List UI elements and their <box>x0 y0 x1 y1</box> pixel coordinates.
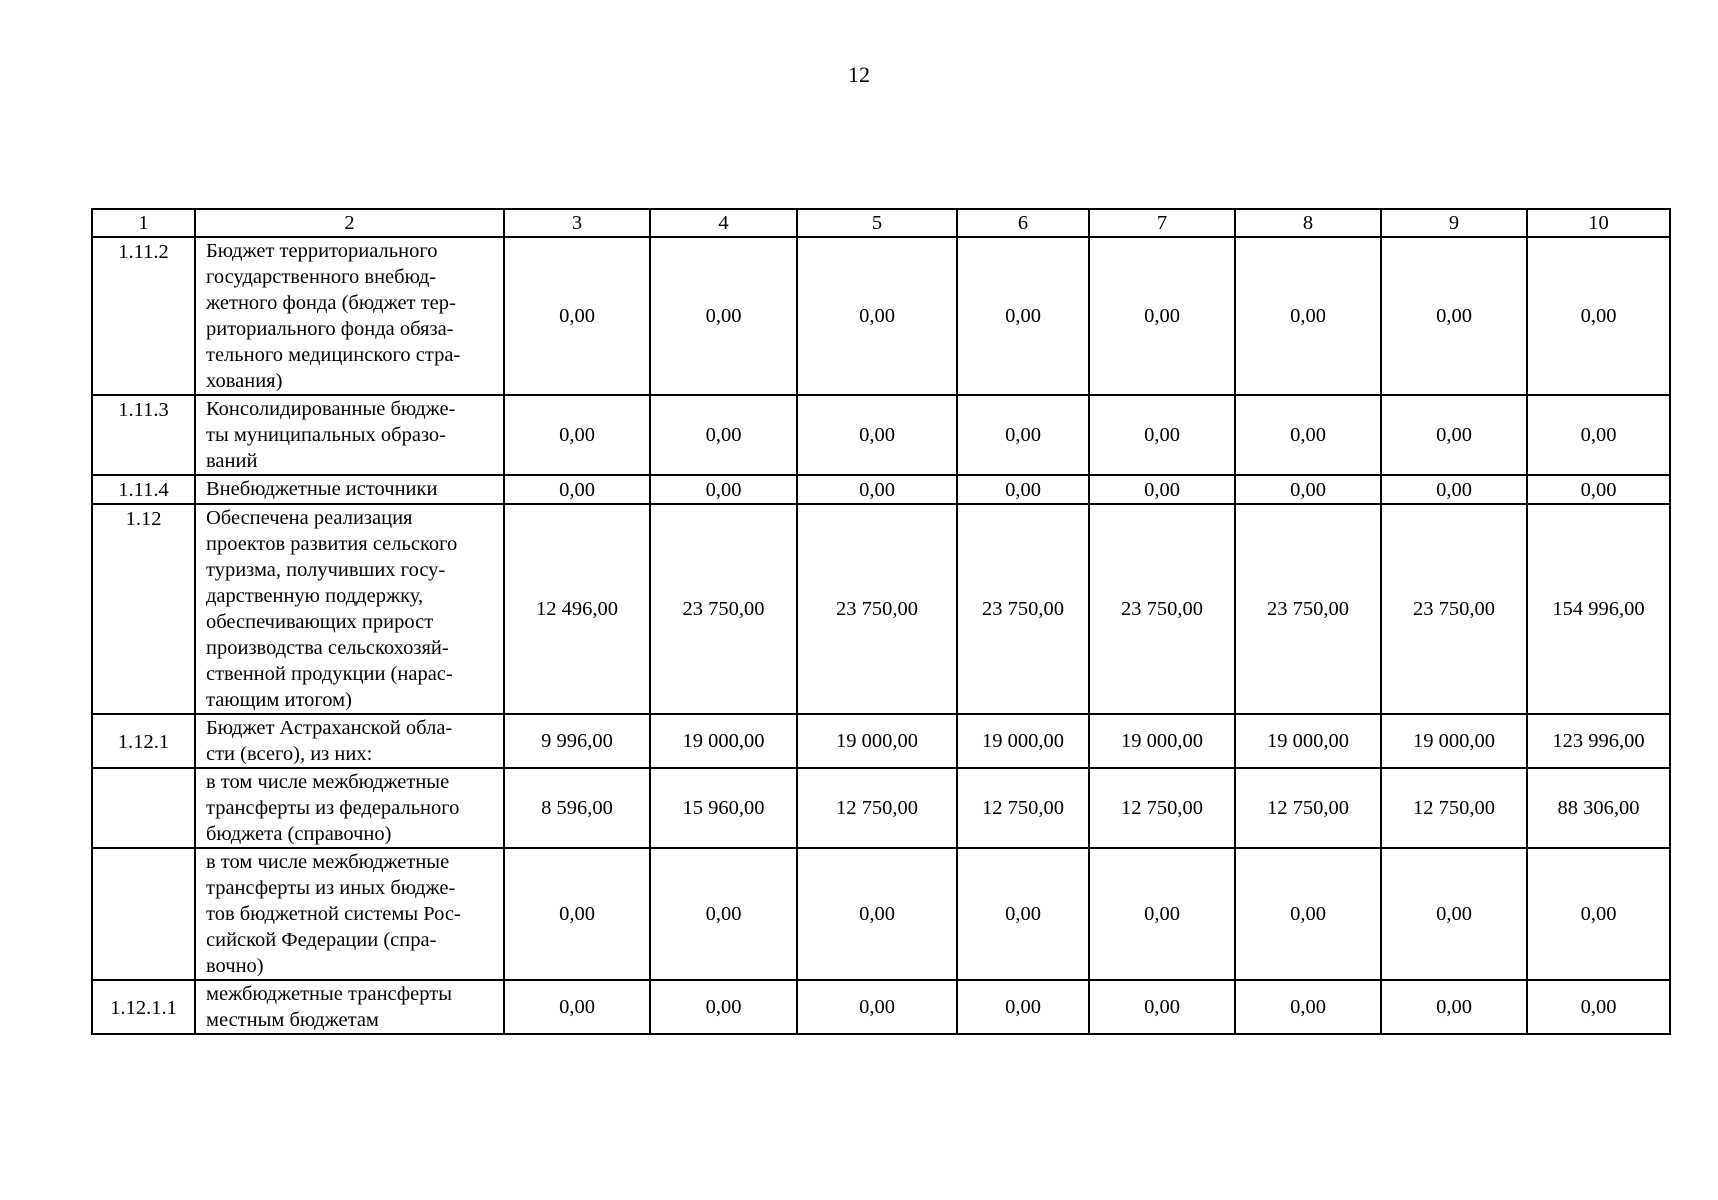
column-header: 7 <box>1089 209 1235 237</box>
value-cell: 123 996,00 <box>1527 714 1670 768</box>
value-cell: 0,00 <box>1527 475 1670 504</box>
row-name-line: бюджета (справочно) <box>206 823 392 845</box>
value-cell: 0,00 <box>504 237 650 395</box>
header-row <box>92 209 1670 237</box>
value-cell: 12 496,00 <box>504 504 650 714</box>
table-row <box>92 504 1670 714</box>
row-name-line: Внебюджетные источники <box>206 478 438 500</box>
value-cell: 0,00 <box>650 848 797 980</box>
value-cell: 12 750,00 <box>1089 768 1235 848</box>
row-name-line: трансферты из федерального <box>206 797 460 819</box>
value-cell: 0,00 <box>1381 848 1527 980</box>
value-cell: 0,00 <box>1381 475 1527 504</box>
row-name-line: межбюджетные трансферты <box>206 983 452 1005</box>
value-cell: 0,00 <box>504 848 650 980</box>
value-cell: 0,00 <box>797 848 957 980</box>
value-cell: 0,00 <box>1089 237 1235 395</box>
row-name-cell <box>195 475 504 504</box>
row-name-line: Бюджет территориального <box>206 240 438 262</box>
value-cell: 0,00 <box>957 475 1089 504</box>
value-cell: 0,00 <box>1527 395 1670 475</box>
value-cell: 0,00 <box>1089 475 1235 504</box>
row-name-cell <box>195 237 504 395</box>
row-name-line: Бюджет Астраханской обла- <box>206 717 453 739</box>
row-code-cell: 1.12 <box>92 504 195 714</box>
value-cell: 0,00 <box>957 980 1089 1034</box>
value-cell: 12 750,00 <box>797 768 957 848</box>
row-name-line: жетного фонда (бюджет тер- <box>206 292 456 314</box>
value-cell: 0,00 <box>1381 980 1527 1034</box>
value-cell: 19 000,00 <box>957 714 1089 768</box>
value-cell: 0,00 <box>650 475 797 504</box>
value-cell: 0,00 <box>650 237 797 395</box>
budget-table <box>91 208 1671 1035</box>
value-cell: 0,00 <box>1527 848 1670 980</box>
value-cell: 9 996,00 <box>504 714 650 768</box>
value-cell: 12 750,00 <box>1235 768 1381 848</box>
row-name-cell <box>195 714 504 768</box>
value-cell: 0,00 <box>1527 237 1670 395</box>
table-row <box>92 980 1670 1034</box>
row-name-line: государственного внебюд- <box>206 266 437 288</box>
column-header: 10 <box>1527 209 1670 237</box>
row-name-line: ваний <box>206 450 258 472</box>
row-name-cell <box>195 395 504 475</box>
value-cell: 19 000,00 <box>1381 714 1527 768</box>
column-header: 6 <box>957 209 1089 237</box>
value-cell: 0,00 <box>1235 848 1381 980</box>
row-code-cell <box>92 768 195 848</box>
column-header: 9 <box>1381 209 1527 237</box>
row-name-line: в том числе межбюджетные <box>206 851 450 873</box>
value-cell: 23 750,00 <box>957 504 1089 714</box>
value-cell: 12 750,00 <box>1381 768 1527 848</box>
row-name-line: проектов развития сельского <box>206 533 458 555</box>
row-code-cell: 1.11.4 <box>92 475 195 504</box>
row-name-cell <box>195 504 504 714</box>
row-name-line: трансферты из иных бюдже- <box>206 877 456 899</box>
column-header: 8 <box>1235 209 1381 237</box>
column-header: 5 <box>797 209 957 237</box>
row-code-cell: 1.11.2 <box>92 237 195 395</box>
row-name-line: обеспечивающих прирост <box>206 611 434 633</box>
value-cell: 15 960,00 <box>650 768 797 848</box>
value-cell: 0,00 <box>957 395 1089 475</box>
row-name-line: тельного медицинского стра- <box>206 344 461 366</box>
row-name-line: туризма, получивших госу- <box>206 559 446 581</box>
value-cell: 0,00 <box>957 237 1089 395</box>
value-cell: 0,00 <box>1089 848 1235 980</box>
value-cell: 19 000,00 <box>650 714 797 768</box>
table-row <box>92 768 1670 848</box>
table-row <box>92 237 1670 395</box>
column-header: 3 <box>504 209 650 237</box>
row-name-line: Консолидированные бюдже- <box>206 398 456 420</box>
value-cell: 19 000,00 <box>797 714 957 768</box>
page-number: 12 <box>848 62 870 87</box>
row-name-line: риториального фонда обяза- <box>206 318 454 340</box>
table-row <box>92 475 1670 504</box>
value-cell: 0,00 <box>797 475 957 504</box>
row-name-line: сийской Федерации (спра- <box>206 929 437 951</box>
row-code-cell: 1.11.3 <box>92 395 195 475</box>
row-name-line: тающим итогом) <box>206 689 352 711</box>
value-cell: 0,00 <box>1089 980 1235 1034</box>
value-cell: 0,00 <box>1089 395 1235 475</box>
row-name-line: вочно) <box>206 955 264 977</box>
value-cell: 154 996,00 <box>1527 504 1670 714</box>
row-code-cell: 1.12.1 <box>92 714 195 768</box>
value-cell: 0,00 <box>1235 395 1381 475</box>
value-cell: 0,00 <box>957 848 1089 980</box>
value-cell: 23 750,00 <box>797 504 957 714</box>
row-name-line: дарственную поддержку, <box>206 585 424 607</box>
value-cell: 0,00 <box>504 475 650 504</box>
row-name-line: ты муниципальных образо- <box>206 424 446 446</box>
value-cell: 0,00 <box>1235 237 1381 395</box>
value-cell: 0,00 <box>1381 395 1527 475</box>
column-header: 2 <box>195 209 504 237</box>
value-cell: 23 750,00 <box>1235 504 1381 714</box>
value-cell: 12 750,00 <box>957 768 1089 848</box>
value-cell: 88 306,00 <box>1527 768 1670 848</box>
value-cell: 0,00 <box>650 395 797 475</box>
table-row <box>92 848 1670 980</box>
value-cell: 0,00 <box>1235 980 1381 1034</box>
value-cell: 23 750,00 <box>650 504 797 714</box>
row-name-cell <box>195 768 504 848</box>
table-row <box>92 714 1670 768</box>
row-name-cell <box>195 848 504 980</box>
value-cell: 0,00 <box>797 395 957 475</box>
row-code-cell: 1.12.1.1 <box>92 980 195 1034</box>
row-name-line: тов бюджетной системы Рос- <box>206 903 461 925</box>
value-cell: 0,00 <box>797 237 957 395</box>
value-cell: 0,00 <box>1527 980 1670 1034</box>
row-name-line: производства сельскохозяй- <box>206 637 449 659</box>
row-name-line: местным бюджетам <box>206 1009 379 1031</box>
row-name-line: Обеспечена реализация <box>206 507 413 529</box>
table-body <box>92 237 1670 1034</box>
column-header: 4 <box>650 209 797 237</box>
value-cell: 0,00 <box>504 395 650 475</box>
value-cell: 8 596,00 <box>504 768 650 848</box>
row-name-line: хования) <box>206 370 283 392</box>
value-cell: 0,00 <box>650 980 797 1034</box>
value-cell: 23 750,00 <box>1381 504 1527 714</box>
row-name-line: сти (всего), из них: <box>206 743 373 765</box>
value-cell: 0,00 <box>1381 237 1527 395</box>
value-cell: 23 750,00 <box>1089 504 1235 714</box>
row-name-line: в том числе межбюджетные <box>206 771 450 793</box>
value-cell: 19 000,00 <box>1089 714 1235 768</box>
value-cell: 19 000,00 <box>1235 714 1381 768</box>
row-name-cell <box>195 980 504 1034</box>
column-header: 1 <box>92 209 195 237</box>
value-cell: 0,00 <box>1235 475 1381 504</box>
row-code-cell <box>92 848 195 980</box>
table-row <box>92 395 1670 475</box>
row-name-line: ственной продукции (нарас- <box>206 663 453 685</box>
value-cell: 0,00 <box>797 980 957 1034</box>
value-cell: 0,00 <box>504 980 650 1034</box>
